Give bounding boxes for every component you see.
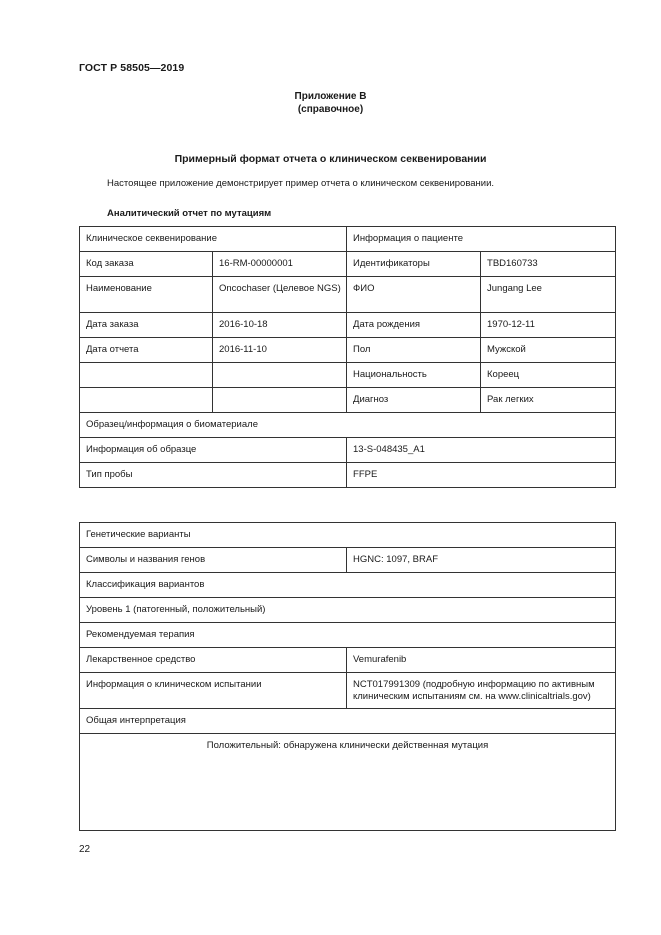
nationality-value: Кореец [481, 363, 616, 388]
fio-value: Jungang Lee [481, 277, 616, 313]
order-code-label: Код заказа [80, 252, 213, 277]
nationality-label: Национальность [347, 363, 481, 388]
table-row [80, 463, 616, 488]
clinical-trial-value: NCT017991309 (подробную информацию по активным клиническим испытаниям см. на www.clinicaltrials.gov) [347, 673, 616, 709]
diagnosis-label: Диагноз [347, 388, 481, 413]
sex-value: Мужской [481, 338, 616, 363]
clinical-trial-label: Информация о клиническом испытании [80, 673, 347, 709]
empty-cell [80, 388, 213, 413]
sample-info-label: Информация об образце [80, 438, 347, 463]
patient-report-table [79, 226, 616, 488]
annex-title: Приложение В [294, 91, 367, 102]
sample-type-label: Тип пробы [80, 463, 347, 488]
table-row [80, 709, 616, 734]
table-row [80, 277, 616, 313]
table-row [80, 313, 616, 338]
table-row [80, 648, 616, 673]
name-label: Наименование [80, 277, 213, 313]
recommended-therapy-header: Рекомендуемая терапия [80, 623, 616, 648]
table-row [80, 438, 616, 463]
sample-info-value: 13-S-048435_A1 [347, 438, 616, 463]
order-date-value: 2016-10-18 [213, 313, 347, 338]
fio-label: ФИО [347, 277, 481, 313]
intro-paragraph: Настоящее приложение демонстрирует пример отчета о клиническом секвенировании. [107, 178, 495, 189]
table-row [80, 252, 616, 277]
variant-classification-header: Классификация вариантов [80, 573, 616, 598]
table-row [80, 227, 616, 252]
genetic-variants-header: Генетические варианты [80, 523, 616, 548]
biomaterial-header: Образец/информация о биоматериале [80, 413, 616, 438]
table-row [80, 623, 616, 648]
report-date-value: 2016-11-10 [213, 338, 347, 363]
document-title: Примерный формат отчета о клиническом секвенировании [174, 153, 487, 165]
order-date-label: Дата заказа [80, 313, 213, 338]
birth-date-value: 1970-12-11 [481, 313, 616, 338]
table-row [80, 573, 616, 598]
drug-label: Лекарственное средство [80, 648, 347, 673]
section-heading: Аналитический отчет по мутациям [107, 208, 272, 219]
gene-symbols-label: Символы и названия генов [80, 548, 347, 573]
annex-subtitle: (справочное) [297, 104, 364, 115]
table-row [80, 363, 616, 388]
gene-symbols-value: HGNC: 1097, BRAF [347, 548, 616, 573]
table-row [80, 673, 616, 709]
sex-label: Пол [347, 338, 481, 363]
empty-cell [213, 388, 347, 413]
sample-type-value: FFPE [347, 463, 616, 488]
table-row [80, 388, 616, 413]
table-row [80, 598, 616, 623]
table-row [80, 548, 616, 573]
table-row [80, 338, 616, 363]
clinical-sequencing-header: Клиническое секвенирование [80, 227, 347, 252]
page-number: 22 [79, 844, 91, 855]
general-interpretation-header: Общая интерпретация [80, 709, 616, 734]
name-value: Oncochaser (Целевое NGS) [213, 277, 347, 313]
identifiers-label: Идентификаторы [347, 252, 481, 277]
table-row [80, 734, 616, 831]
standard-number: ГОСТ Р 58505—2019 [79, 62, 185, 74]
order-code-value: 16-RM-00000001 [213, 252, 347, 277]
empty-cell [80, 363, 213, 388]
diagnosis-value: Рак легких [481, 388, 616, 413]
genetic-variants-table [79, 522, 616, 831]
report-date-label: Дата отчета [80, 338, 213, 363]
interpretation-text: Положительный: обнаружена клинически действенная мутация [80, 734, 616, 831]
empty-cell [213, 363, 347, 388]
table-row [80, 523, 616, 548]
drug-value: Vemurafenib [347, 648, 616, 673]
patient-info-header: Информация о пациенте [347, 227, 616, 252]
identifiers-value: TBD160733 [481, 252, 616, 277]
table-row [80, 413, 616, 438]
birth-date-label: Дата рождения [347, 313, 481, 338]
variant-level: Уровень 1 (патогенный, положительный) [80, 598, 616, 623]
